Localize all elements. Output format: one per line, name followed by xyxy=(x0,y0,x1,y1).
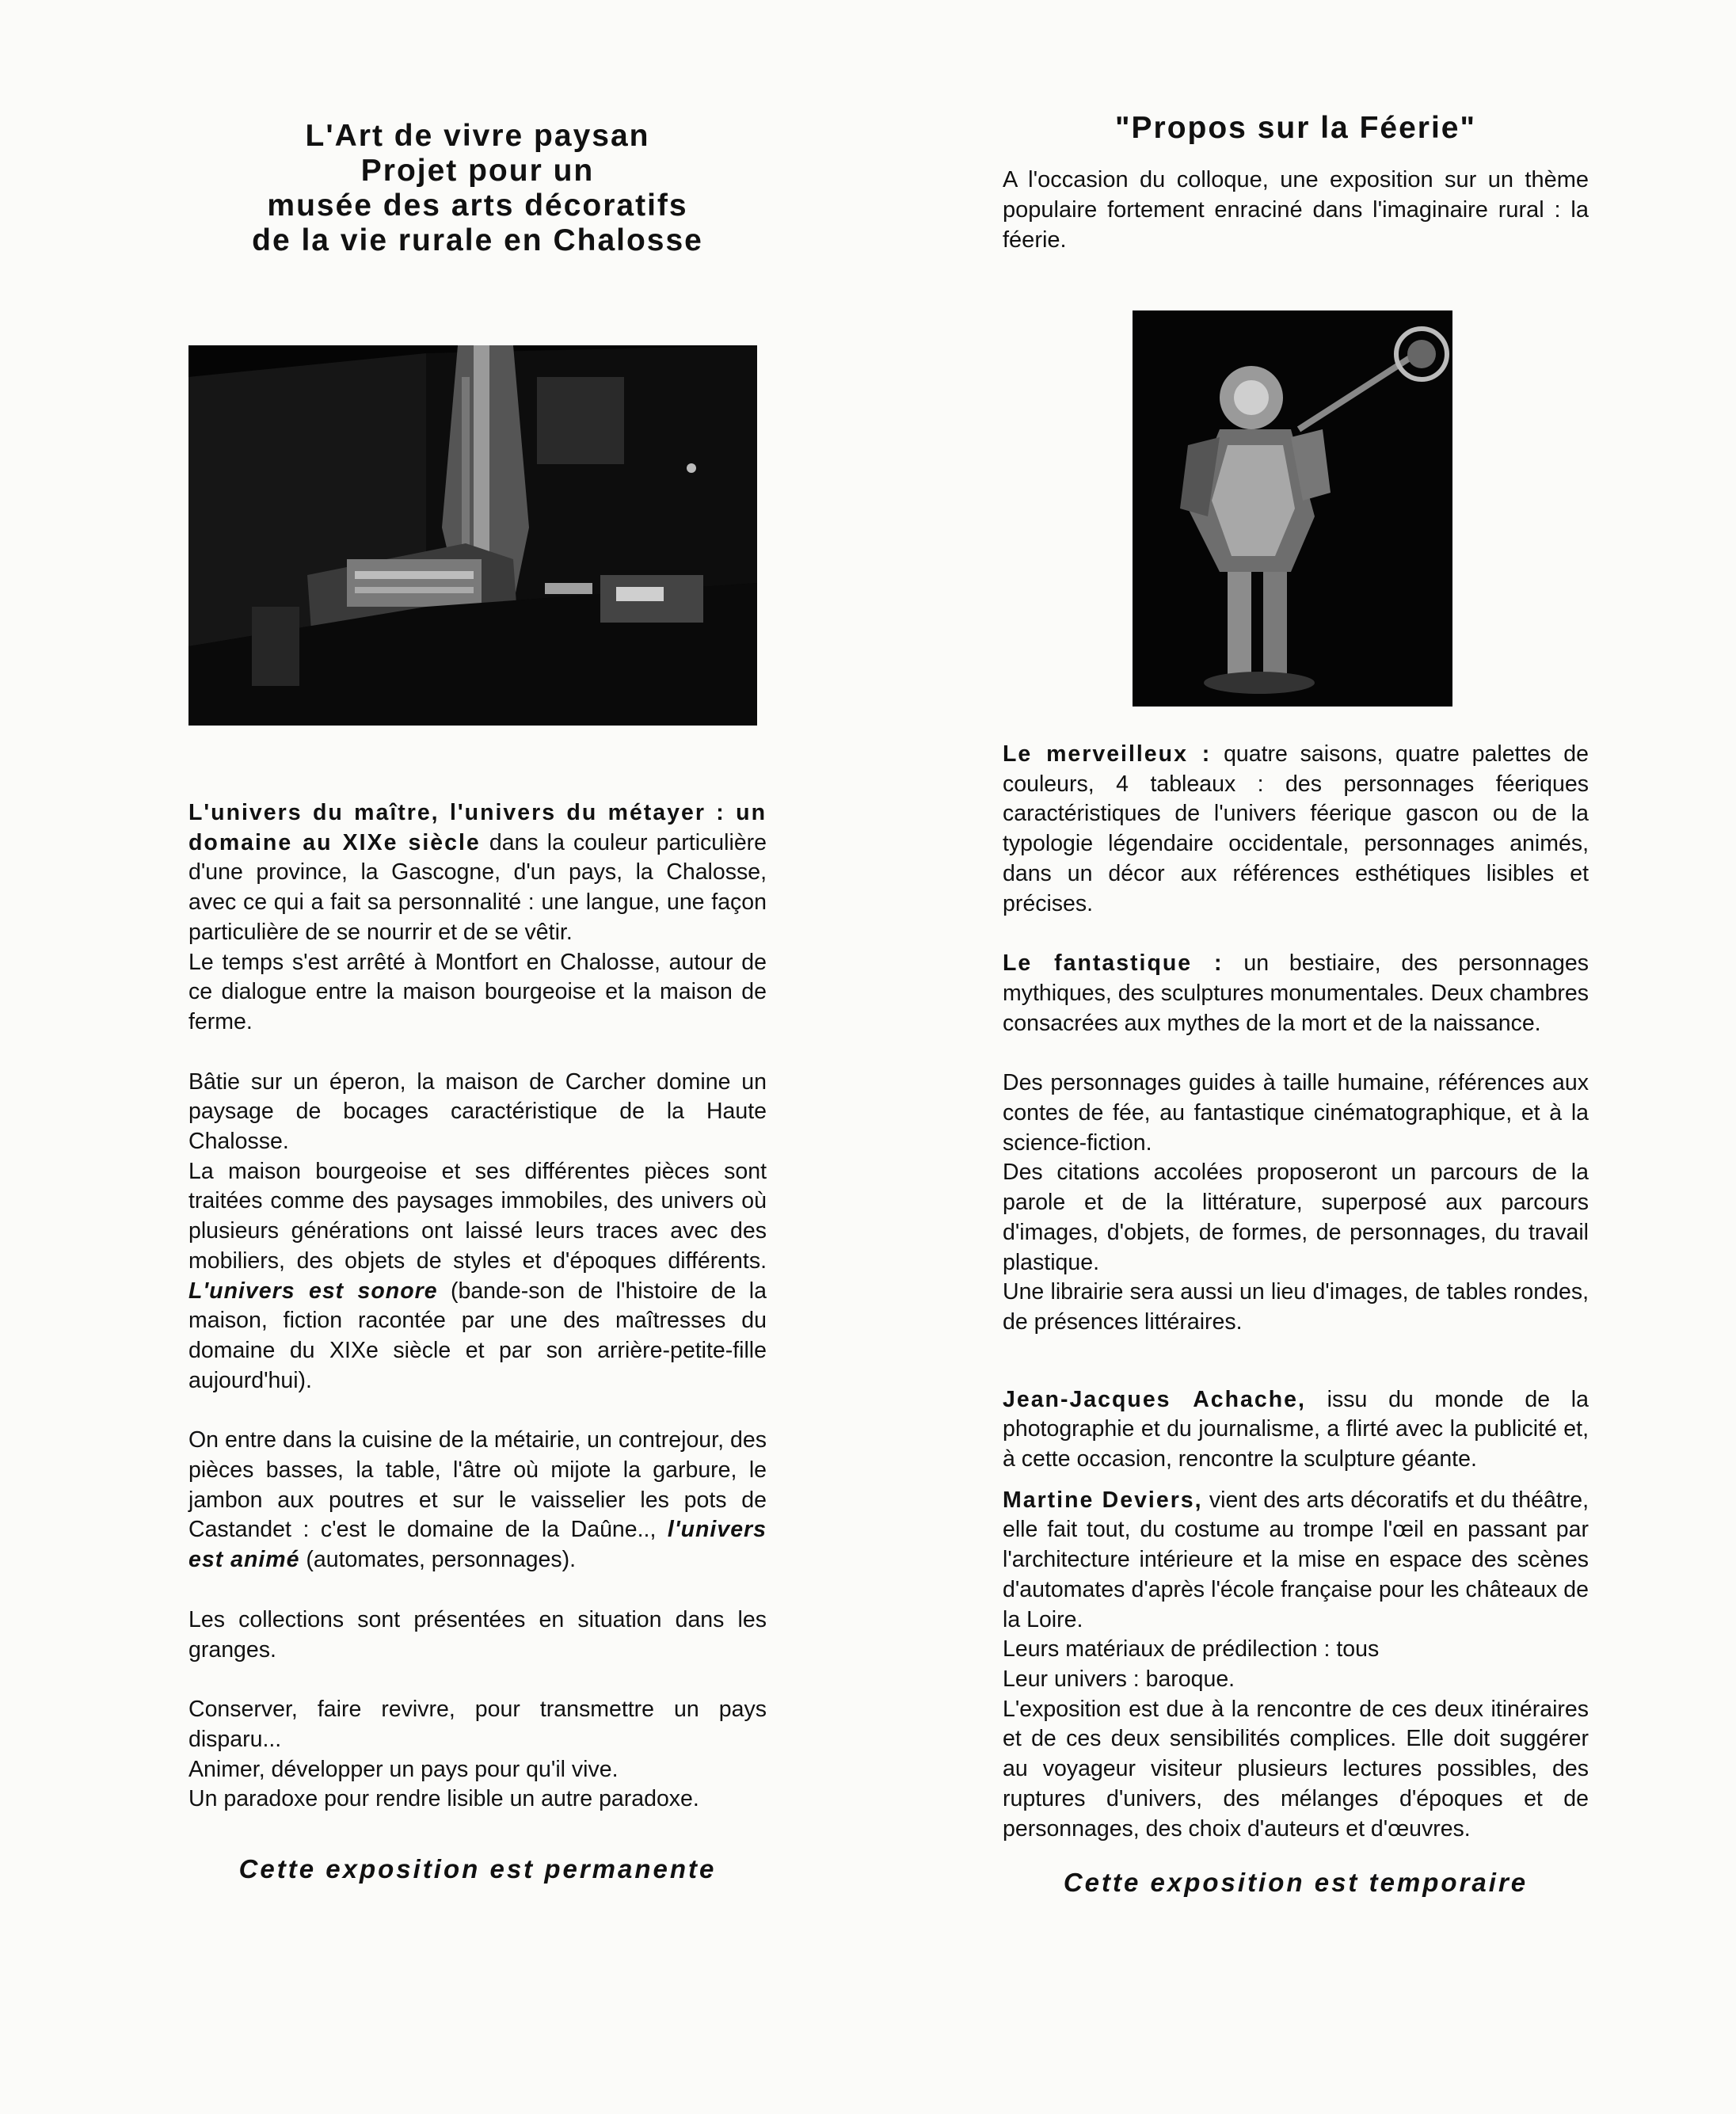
left-p6-text-c: Un paradoxe pour rendre lisible un autre paradoxe. xyxy=(188,1786,699,1812)
fairy-figure-photo xyxy=(1133,310,1452,707)
left-paragraph-2 xyxy=(188,1068,767,1396)
right-p5-lead: Martine Deviers, xyxy=(1003,1487,1203,1513)
left-paragraph-3 xyxy=(188,1426,767,1575)
interior-bedroom-photo xyxy=(188,345,757,726)
right-paragraph-2 xyxy=(1003,949,1589,1038)
left-p5-text: Les collections sont présentées en situation dans les granges. xyxy=(188,1606,767,1663)
right-p5c-text: Leur univers : baroque. xyxy=(1003,1666,1235,1692)
right-p5b-text: Leurs matériaux de prédilection : tous xyxy=(1003,1636,1380,1663)
left-p1-lead: L'univers du maître, l'univers du métayer : un domaine au XIXe siècle xyxy=(188,800,767,855)
left-p4-text-b: (automates, personnages). xyxy=(306,1547,577,1573)
right-p5-text: vient des arts décoratifs et du théâtre, elle fait tout, du costume au trompe l'œil en passant par l'architecture intérieure et la mise en espace des scènes d'automates d'après l'école française pour les châteaux de la Loire. xyxy=(1003,1487,1589,1632)
left-title-line-3: musée des arts décoratifs xyxy=(267,189,688,223)
left-p4-emphasis: l'univers est animé xyxy=(188,1517,767,1573)
right-paragraph-1 xyxy=(1003,740,1589,919)
left-paragraph-5 xyxy=(188,1695,767,1815)
bedroom-photo-graphic xyxy=(188,345,757,726)
right-p2-text: un bestiaire, des personnages mythiques, des sculptures monumentales. Deux chambres consacrées aux mythes de la mort et de la naissance. xyxy=(1003,950,1589,1036)
right-p4-lead: Jean-Jacques Achache, xyxy=(1003,1386,1306,1412)
right-p1-lead: Le merveilleux : xyxy=(1003,741,1212,767)
left-paragraph-4 xyxy=(188,1605,767,1665)
left-title xyxy=(188,119,767,258)
left-p3-text-a: La maison bourgeoise et ses différentes pièces sont traitées comme des paysages immobiles, des univers où plusieurs générations ont laissé leurs traces avec des mobiliers, des objets de styles et d'époques différents. xyxy=(188,1158,767,1274)
right-p5d-text: L'exposition est due à la rencontre de ces deux itinéraires et de ces deux sensibilités complices. Elle doit suggérer au voyageur visiteur plusieurs lectures possibles, des ruptures d'univers, des mélanges d'époques et de personnages, des choix d'auteurs et d'œuvres. xyxy=(1003,1696,1589,1842)
right-footer: Cette exposition est temporaire xyxy=(1063,1868,1529,1898)
left-p3-text-b: (bande-son de l'histoire de la maison, fiction racontée par une des maîtresses du domaine du XIXe siècle et par son arrière-petite-fille aujourd'hui). xyxy=(188,1278,767,1393)
fairy-photo-graphic xyxy=(1133,310,1452,707)
left-footer: Cette exposition est permanente xyxy=(238,1854,717,1884)
left-p3-emphasis: L'univers est sonore xyxy=(188,1278,438,1304)
right-p4-text: issu du monde de la photographie et du journalisme, a flirté avec la publicité et, à cette occasion, rencontre la sculpture géante. xyxy=(1003,1386,1589,1472)
right-p3c-text: Une librairie sera aussi un lieu d'images, de tables rondes, de présences littéraires. xyxy=(1003,1279,1589,1335)
left-p1-text: dans la couleur particulière d'une province, la Gascogne, d'un pays, la Chalosse, avec ce qui a fait sa personnalité : une langue, une façon particulière de se nourrir et de se vêtir. xyxy=(188,829,767,945)
right-paragraph-3 xyxy=(1003,1068,1589,1337)
right-intro: A l'occasion du colloque, une exposition sur un thème populaire fortement enraciné dans l'imaginaire rural : la féerie. xyxy=(1003,167,1589,253)
left-p6-text-b: Animer, développer un pays pour qu'il vive. xyxy=(188,1756,619,1782)
right-p3b-text: Des citations accolées proposeront un parcours de la parole et de la littérature, superposé aux parcours d'images, d'objets, de formes, de personnages, du travail plastique. xyxy=(1003,1160,1589,1275)
left-p6-text-a: Conserver, faire revivre, pour transmettre un pays disparu... xyxy=(188,1697,767,1752)
right-p1-text: quatre saisons, quatre palettes de couleurs, 4 tableaux : des personnages féeriques caractéristiques de l'univers féerique gascon ou de la typologie légendaire occidentale, personnages animés, dans un décor aux références esthétiques lisibles et précises. xyxy=(1003,741,1589,916)
right-paragraph-5 xyxy=(1003,1486,1589,1844)
left-title-line-1: L'Art de vivre paysan xyxy=(305,119,650,153)
left-p2-text: Bâtie sur un éperon, la maison de Carcher domine un paysage de bocages caractéristique de la Haute Chalosse. xyxy=(188,1068,767,1155)
left-p1b-text: Le temps s'est arrêté à Montfort en Chalosse, autour de ce dialogue entre la maison bourgeoise et la maison de ferme. xyxy=(188,949,767,1034)
left-paragraph-1 xyxy=(188,798,767,1038)
right-p2-lead: Le fantastique : xyxy=(1003,950,1224,977)
left-title-line-4: de la vie rurale en Chalosse xyxy=(252,223,703,257)
right-title: "Propos sur la Féerie" xyxy=(1115,111,1476,145)
left-column xyxy=(188,119,767,1884)
right-p3-text: Des personnages guides à taille humaine, références aux contes de fée, au fantastique cinématographique, et à la science-fiction. xyxy=(1003,1070,1589,1156)
right-column xyxy=(1003,111,1589,1898)
left-title-line-2: Projet pour un xyxy=(360,154,595,188)
right-paragraph-4 xyxy=(1003,1385,1589,1475)
left-p4-text-a: On entre dans la cuisine de la métairie, un contrejour, des pièces basses, la table, l'âtre où mijote la garbure, le jambon aux poutres et sur le vaisselier les pots de Castandet : c'est le domaine de la Daûne.., xyxy=(188,1427,767,1543)
